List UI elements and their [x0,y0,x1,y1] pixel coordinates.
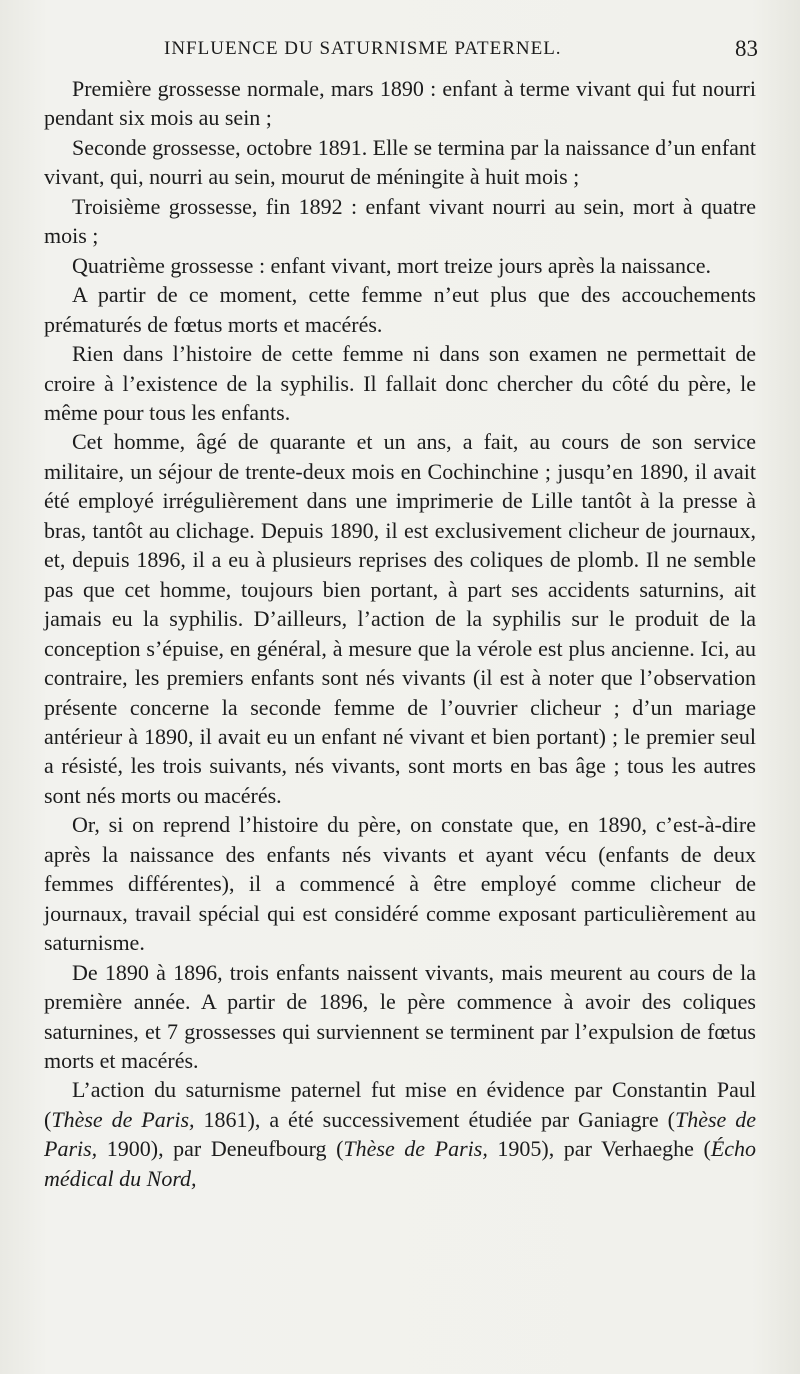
citation-these-1900: Thèse de Paris, [44,1106,757,1162]
running-title: INFLUENCE DU SATURNISME PATERNEL. [164,38,562,59]
literature-text-4: 1905), par Verhaeghe ( [487,1136,711,1162]
paragraph-first-pregnancy: Première grossesse normale, mars 1890 : enfant à terme vivant qui fut nourri pendant six mois au sein ; [44,76,756,131]
paragraph-second-pregnancy: Seconde grossesse, octobre 1891. Elle se termina par la naissance d’un enfant vivant, qui, nourri au sein, mourut de méningite à huit mois ; [44,134,756,190]
paragraph-timeline: De 1890 à 1896, trois enfants naissent vivants, mais meurent au cours de la première année. A partir de 1896, le père commence à avoir des coliques saturnines, et 7 grossesses qui surviennent se terminent par l’expulsion de fœtus morts et macérés. [44,959,756,1073]
citation-echo-medical: Écho médical du Nord, [44,1136,757,1191]
paragraph-third-pregnancy: Troisième grossesse, fin 1892 : enfant vivant nourri au sein, mort à quatre mois ; [44,193,756,249]
body-text [44,74,756,1193]
literature-text-1: L’action du saturnisme paternel fut mise en évidence par Constantin Paul ( [44,1077,756,1132]
literature-text-3: 1900), par Deneufbourg ( [97,1136,344,1162]
citation-these-1905: Thèse de Paris, [343,1136,488,1162]
paragraph-fourth-pregnancy: Quatrième grossesse : enfant vivant, mort treize jours après la naissance. [72,252,711,278]
literature-text-2: 1861), a été successivement étudiée par Ganiagre ( [194,1106,675,1132]
paragraph-father-history: Cet homme, âgé de quarante et un ans, a fait, au cours de son service militaire, un séjour de trente-deux mois en Cochinchine ; jusqu’en 1890, il avait été employé irrégulièrement dans une imprimerie de Lille tantôt à la presse à bras, tantôt au clichage. Depuis 1890, il est exclusivement clicheur de journaux, et, depuis 1896, il a eu à plusieurs reprises des coliques de plomb. Il ne semble pas que cet homme, toujours bien portant, à part ses accidents saturnins, ait jamais eu la syphilis. D’ailleurs, l’action de la syphilis sur le produit de la conception s’épuise, en général, à mesure que la vérole est plus ancienne. Ici, au contraire, les premiers enfants sont nés vivants (il est à noter que l’observation présente concerne la seconde femme de l’ouvrier clicheur ; d’un mariage antérieur à 1890, il avait eu un enfant né vivant et bien portant) ; le premier seul a résisté, les trois suivants, nés vivants, sont morts en bas âge ; tous les autres sont nés morts ou macérés. [44,429,756,808]
paragraph-father-employment: Or, si on reprend l’histoire du père, on constate que, en 1890, c’est-à-dire après la naissance des enfants nés vivants et ayant vécu (enfants de deux femmes différentes), il a commencé à être employé comme clicheur de journaux, travail spécial qui est considéré comme exposant particulièrement au saturnisme. [44,812,756,956]
running-header [164,36,758,66]
page-number: 83 [735,36,758,61]
paragraph-premature-births: A partir de ce moment, cette femme n’eut plus que des accouchements prématurés de fœtus morts et macérés. [44,282,756,337]
paragraph-literature [44,1075,756,1193]
citation-these-1861: Thèse de Paris, [51,1106,195,1132]
paragraph-syphilis-excluded: Rien dans l’histoire de cette femme ni dans son examen ne permettait de croire à l’existence de la syphilis. Il fallait donc chercher du côté du père, le même pour tous les enfants. [44,341,756,425]
